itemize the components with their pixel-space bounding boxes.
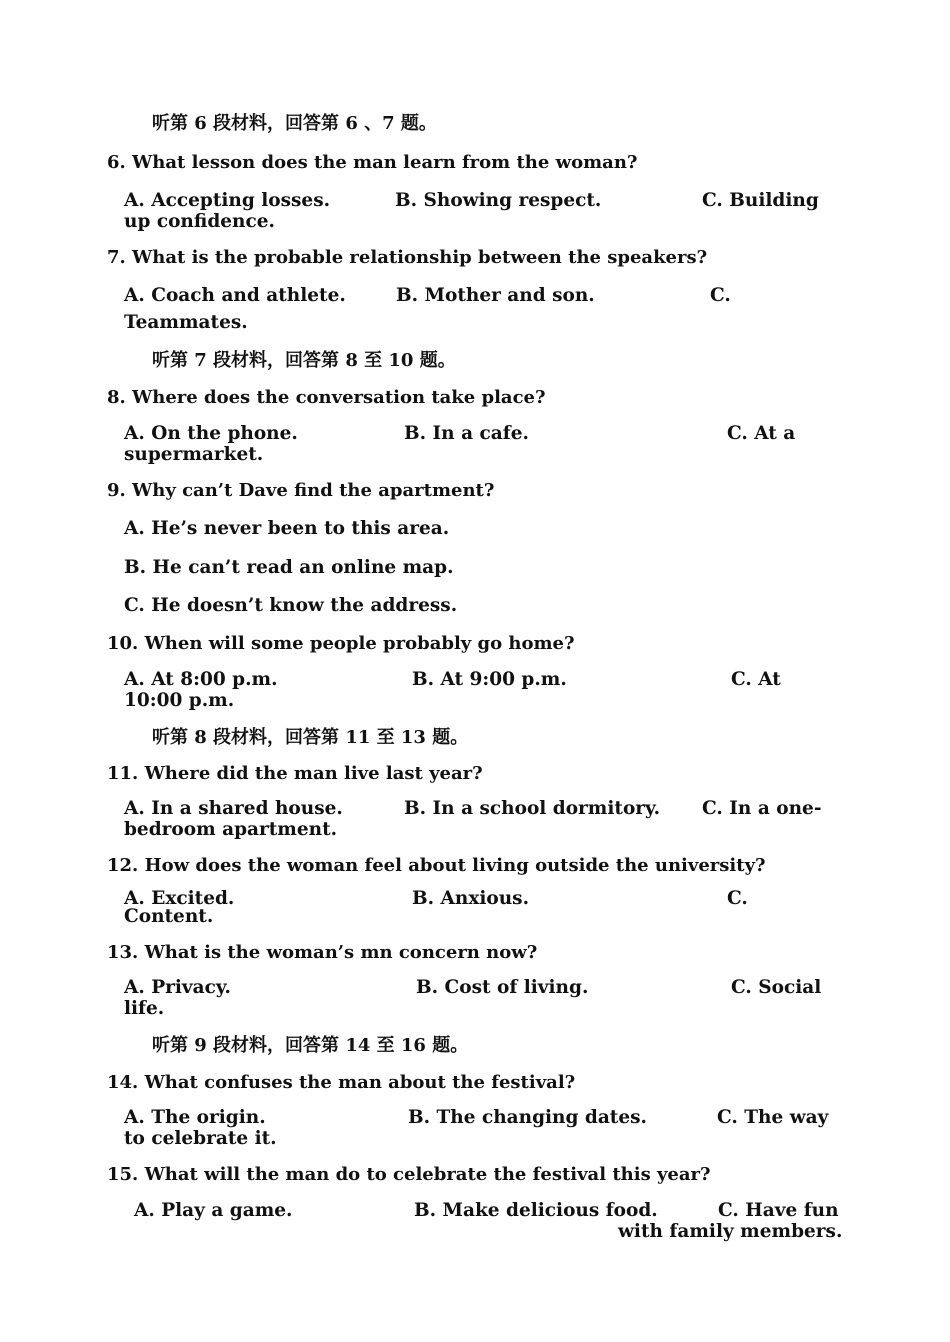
section-heading-7: 听第 7 段材料，回答第 8 至 10 题。 [152, 350, 456, 371]
q11-option-b: B. In a school dormitory. [404, 798, 661, 819]
q9-option-a: A. He’s never been to this area. [124, 518, 450, 539]
q13-option-a: A. Privacy. [124, 977, 231, 998]
q13-option-c-cont: life. [124, 998, 165, 1019]
q10-option-b: B. At 9:00 p.m. [412, 669, 567, 690]
question-10: 10. When will some people probably go home? [107, 633, 575, 654]
q15-option-c: C. Have fun [718, 1200, 839, 1221]
q6-option-c-cont: up confidence. [124, 211, 275, 232]
q10-option-c: C. At [731, 669, 781, 690]
question-14: 14. What confuses the man about the festival? [107, 1072, 576, 1093]
question-11: 11. Where did the man live last year? [107, 763, 483, 784]
q7-option-a: A. Coach and athlete. [124, 285, 346, 306]
question-12: 12. How does the woman feel about living outside the university? [107, 855, 766, 876]
question-15: 15. What will the man do to celebrate the festival this year? [107, 1164, 711, 1185]
q7-option-b: B. Mother and son. [396, 285, 595, 306]
q11-option-c: C. In a one- [702, 798, 822, 819]
question-9: 9. Why can’t Dave find the apartment? [107, 480, 495, 501]
q12-option-a: A. Excited. [124, 888, 235, 909]
q6-option-b: B. Showing respect. [395, 190, 602, 211]
question-6: 6. What lesson does the man learn from the woman? [107, 152, 638, 173]
q8-option-b: B. In a cafe. [404, 423, 529, 444]
q8-option-c-cont: supermarket. [124, 444, 264, 465]
q15-option-a: A. Play a game. [134, 1200, 293, 1221]
section-heading-9: 听第 9 段材料，回答第 14 至 16 题。 [152, 1035, 469, 1056]
q13-option-c: C. Social [731, 977, 822, 998]
q11-option-c-cont: bedroom apartment. [124, 819, 338, 840]
q15-option-c-cont: with family members. [618, 1221, 843, 1242]
question-8: 8. Where does the conversation take place? [107, 387, 546, 408]
q6-option-c: C. Building [702, 190, 819, 211]
q14-option-a: A. The origin. [124, 1107, 266, 1128]
q8-option-c: C. At a [727, 423, 796, 444]
q14-option-c-cont: to celebrate it. [124, 1128, 277, 1149]
section-heading-6: 听第 6 段材料，回答第 6 、7 题。 [152, 113, 437, 134]
q6-option-a: A. Accepting losses. [124, 190, 331, 211]
q12-option-c: C. [727, 888, 748, 909]
q15-option-b: B. Make delicious food. [414, 1200, 658, 1221]
question-7: 7. What is the probable relationship between the speakers? [107, 247, 708, 268]
q12-option-b: B. Anxious. [412, 888, 530, 909]
section-heading-8: 听第 8 段材料，回答第 11 至 13 题。 [152, 727, 469, 748]
q14-option-c: C. The way [717, 1107, 829, 1128]
q8-option-a: A. On the phone. [124, 423, 298, 444]
q9-option-c: C. He doesn’t know the address. [124, 595, 458, 616]
q11-option-a: A. In a shared house. [124, 798, 343, 819]
q14-option-b: B. The changing dates. [408, 1107, 647, 1128]
q7-option-c: C. [710, 285, 731, 306]
q7-option-c-cont: Teammates. [124, 312, 248, 333]
q12-option-c-cont: Content. [124, 906, 214, 927]
question-13: 13. What is the woman’s mn concern now? [107, 942, 538, 963]
q13-option-b: B. Cost of living. [416, 977, 589, 998]
q10-option-a: A. At 8:00 p.m. [124, 669, 278, 690]
q10-option-c-cont: 10:00 p.m. [124, 690, 235, 711]
q9-option-b: B. He can’t read an online map. [124, 557, 454, 578]
